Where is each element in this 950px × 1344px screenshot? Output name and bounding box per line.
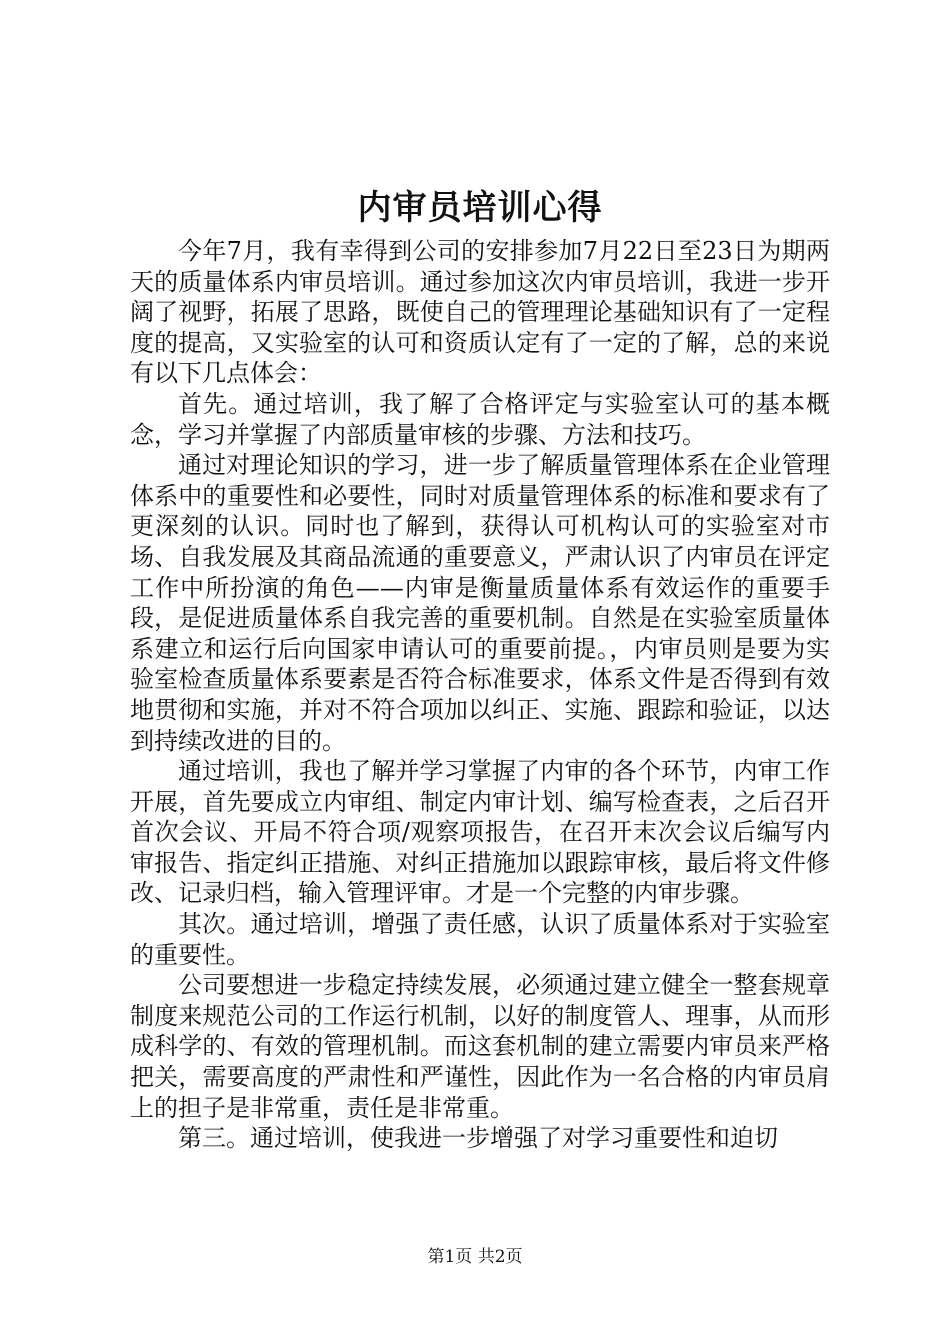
paragraph-company: 公司要想进一步稳定持续发展，必须通过建立健全一整套规章制度来规范公司的工作运行机制，以好的制度管人、理事，从而形成科学的、有效的管理机制。而这套机制的建立需要内审员来严格把关，需要高度的严肃性和严谨性，因此作为一名合格的内审员肩上的担子是非常重，责任是非常重。 (130, 971, 830, 1122)
document-title: 内审员培训心得 (357, 188, 603, 228)
paragraph-first-point: 首先。通过培训，我了解了合格评定与实验室认可的基本概念，学习并掌握了内部质量审核的步骤、方法和技巧。 (130, 389, 830, 449)
document-page (130, 180, 830, 1154)
page-number-footer: 第1页 共2页 (427, 1247, 523, 1267)
paragraph-audit-steps: 通过培训，我也了解并学习掌握了内审的各个环节，内审工作开展，首先要成立内审组、制定内审计划、编写检查表，之后召开首次会议、开局不符合项/观察项报告，在召开末次会议后编写内审报告、指定纠正措施、对纠正措施加以跟踪审核，最后将文件修改、记录归档，输入管理评审。才是一个完整的内审步骤。 (130, 757, 830, 908)
paragraph-third-point: 第三。通过培训，使我进一步增强了对学习重要性和迫切 (178, 1124, 778, 1153)
paragraph-intro: 今年7月，我有幸得到公司的安排参加7月22日至23日为期两天的质量体系内审员培训。通过参加这次内审员培训，我进一步开阔了视野，拓展了思路，既使自己的管理理论基础知识有了一定程度的提高，又实验室的认可和资质认定有了一定的了解，总的来说有以下几点体会： (130, 237, 830, 388)
paragraph-second-point: 其次。通过培训，增强了责任感，认识了质量体系对于实验室的重要性。 (130, 910, 830, 969)
paragraph-theory: 通过对理论知识的学习，进一步了解质量管理体系在企业管理体系中的重要性和必要性，同时对质量管理体系的标准和要求有了更深刻的认识。同时也了解到，获得认可机构认可的实验室对市场、自我发展及其商品流通的重要意义，严肃认识了内审员在评定工作中所扮演的角色——内审是衡量质量体系有效运作的重要手段，是促进质量体系自我完善的重要机制。自然是在实验室质量体系建立和运行后向国家申请认可的重要前提。，内审员则是要为实验室检查质量体系要素是否符合标准要求，体系文件是否得到有效地贯彻和实施，并对不符合项加以纠正、实施、跟踪和验证，以达到持续改进的目的。 (130, 451, 830, 755)
document-body (130, 236, 830, 1154)
